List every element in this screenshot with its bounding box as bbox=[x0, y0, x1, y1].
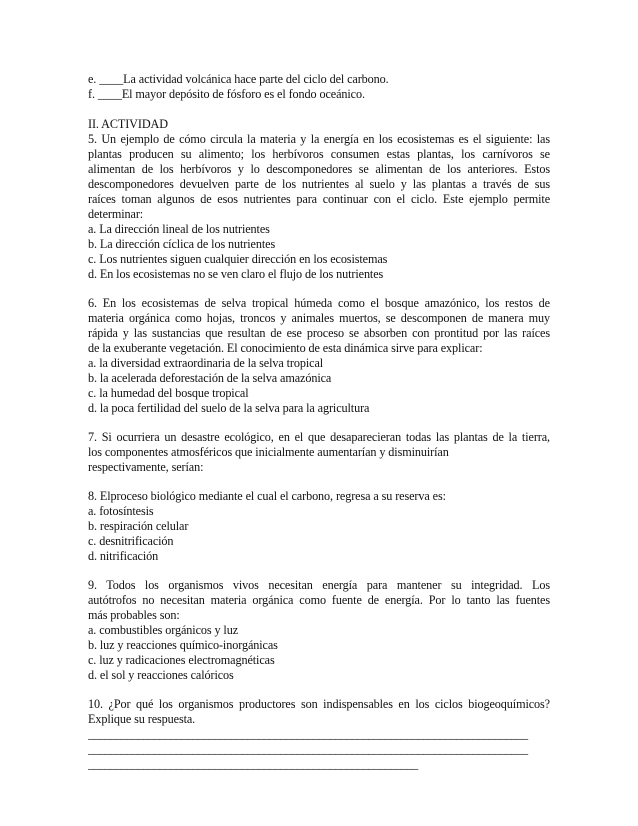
answer-option: b. La dirección cíclica de los nutrientes bbox=[88, 237, 276, 251]
answer-option: d. la poca fertilidad del suelo de la selva para la agricultura bbox=[88, 401, 370, 415]
question-text-line: de la exuberante vegetación. El conocimiento de esta dinámica sirve para explicar: bbox=[88, 341, 483, 355]
question-text-line: respectivamente, serían: bbox=[88, 460, 204, 474]
question-text-line: determinar: bbox=[88, 207, 144, 221]
question-text-line: 9. Todos los organismos vivos necesitan energía para mantener su integridad. Los bbox=[88, 578, 550, 592]
answer-option: b. respiración celular bbox=[88, 519, 189, 533]
question-6 bbox=[88, 296, 550, 416]
answer-option: a. la diversidad extraordinaria de la selva tropical bbox=[88, 356, 324, 370]
question-text-line: plantas producen su alimento; los herbívoros consumen estas plantas, los carnívoros se bbox=[88, 147, 550, 161]
answer-option: c. luz y radicaciones electromagnéticas bbox=[88, 653, 275, 667]
question-text-line: 8. Elproceso biológico mediante el cual el carbono, regresa a su reserva es: bbox=[88, 489, 446, 503]
answer-option: b. luz y reacciones químico-inorgánicas bbox=[88, 638, 278, 652]
question-text-line: 10. ¿Por qué los organismos productores son indispensables en los ciclos biogeoquímicos? bbox=[88, 697, 550, 711]
question-text-line: 6. En los ecosistemas de selva tropical húmeda como el bosque amazónico, los restos de bbox=[88, 296, 550, 310]
question-text-line: raíces toman algunos de esos nutrientes para continuar con el ciclo. Este ejemplo permite bbox=[88, 192, 550, 206]
question-5 bbox=[88, 132, 550, 282]
answer-option: c. la humedad del bosque tropical bbox=[88, 386, 249, 400]
answer-option: b. la acelerada deforestación de la selva amazónica bbox=[88, 371, 332, 385]
question-text-line: los componentes atmosféricos que inicialmente aumentarían y disminuirían bbox=[88, 445, 449, 459]
question-text-line: Explique su respuesta. bbox=[88, 712, 196, 726]
answer-option: c. desnitrificación bbox=[88, 534, 174, 548]
section-title: II. ACTIVIDAD bbox=[88, 117, 168, 131]
answer-option: c. Los nutrientes siguen cualquier dirección en los ecosistemas bbox=[88, 252, 388, 266]
question-10 bbox=[88, 697, 550, 772]
intro-statements bbox=[88, 72, 550, 102]
answer-option: d. En los ecosistemas no se ven claro el flujo de los nutrientes bbox=[88, 267, 384, 281]
answer-option: d. nitrificación bbox=[88, 549, 159, 563]
statement-e: e. ____La actividad volcánica hace parte del ciclo del carbono. bbox=[88, 72, 389, 86]
answer-option: a. La dirección lineal de los nutrientes bbox=[88, 222, 270, 236]
question-7 bbox=[88, 430, 550, 475]
answer-line: ____________________________________________________________ bbox=[88, 757, 418, 771]
answer-option: d. el sol y reacciones calóricos bbox=[88, 668, 234, 682]
question-text-line: alimentan de los herbívoros y lo descomponedores se alimentan de los anteriores. Estos bbox=[88, 162, 550, 176]
answer-line: ________________________________________________________________________________ bbox=[88, 742, 528, 756]
question-text-line: descomponedores devuelven parte de los nutrientes al suelo y las plantas a través de sus bbox=[88, 177, 550, 191]
question-9 bbox=[88, 578, 550, 683]
statement-f: f. ____El mayor depósito de fósforo es el fondo oceánico. bbox=[88, 87, 365, 101]
question-text-line: autótrofos no necesitan materia orgánica como fuente de energía. Por lo tanto las fuentes bbox=[88, 593, 550, 607]
answer-option: a. fotosíntesis bbox=[88, 504, 154, 518]
question-text-line: rápida y las sustancias que resultan de ese proceso se absorben con prontitud por las raíces bbox=[88, 326, 550, 340]
answer-line: ________________________________________________________________________________ bbox=[88, 727, 528, 741]
answer-option: a. combustibles orgánicos y luz bbox=[88, 623, 239, 637]
question-text-line: más probables son: bbox=[88, 608, 180, 622]
document-page bbox=[88, 72, 550, 772]
question-text-line: materia orgánica como hojas, troncos y animales muertos, se descomponen de manera muy bbox=[88, 311, 550, 325]
question-text-line: 5. Un ejemplo de cómo circula la materia y la energía en los ecosistemas es el siguiente: las bbox=[88, 132, 550, 146]
question-8 bbox=[88, 489, 550, 564]
question-text-line: 7. Si ocurriera un desastre ecológico, en el que desaparecieran todas las plantas de la tierra, bbox=[88, 430, 550, 444]
